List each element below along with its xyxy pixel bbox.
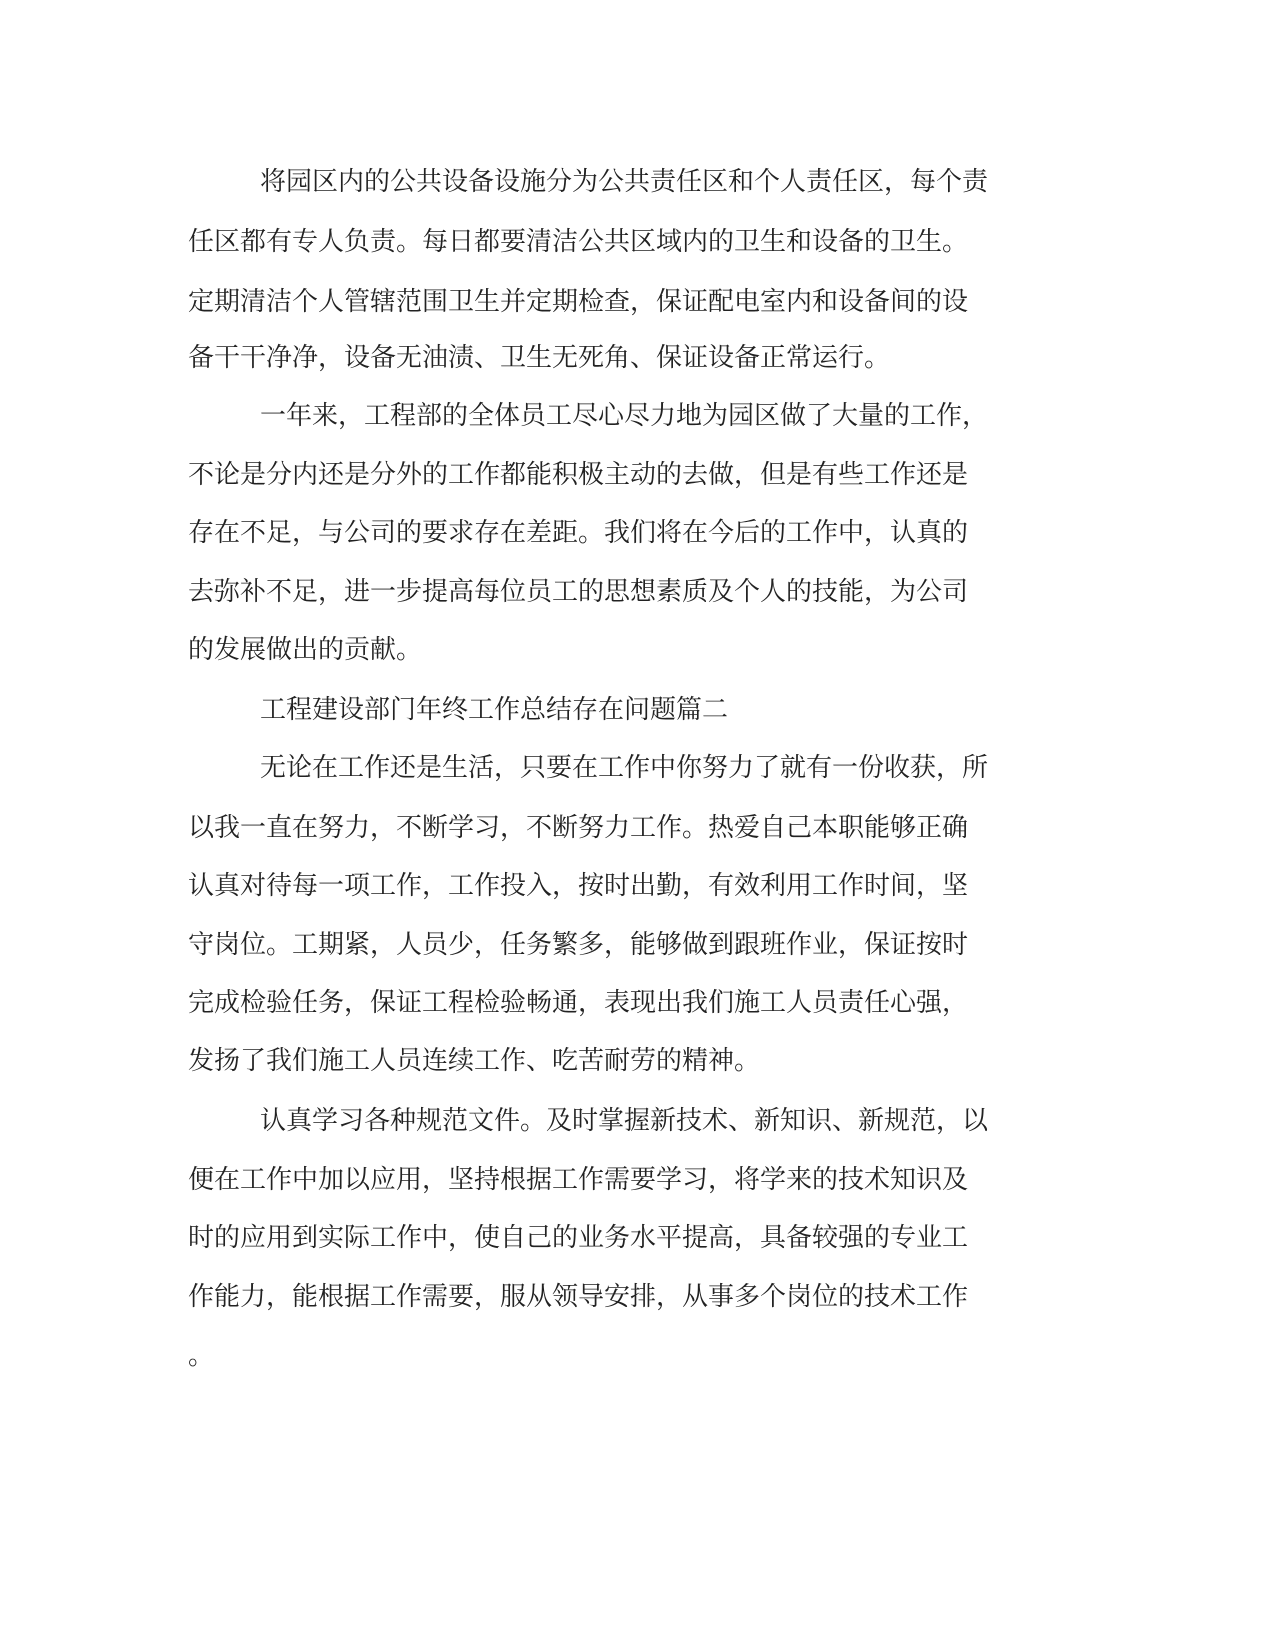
paragraph-4-line-3: 时的应用到实际工作中，使自己的业务水平提高，具备较强的专业工 — [188, 1223, 969, 1253]
paragraph-2-line-1: 一年来，工程部的全体员工尽心尽力地为园区做了大量的工作， — [260, 401, 989, 431]
paragraph-4-line-2: 便在工作中加以应用，坚持根据工作需要学习，将学来的技术知识及 — [188, 1165, 969, 1195]
paragraph-3-line-5: 完成检验任务，保证工程检验畅通，表现出我们施工人员责任心强， — [188, 988, 969, 1018]
paragraph-3-line-3: 认真对待每一项工作，工作投入，按时出勤，有效利用工作时间，坚 — [188, 871, 969, 901]
paragraph-2-line-3: 存在不足，与公司的要求存在差距。我们将在今后的工作中，认真的 — [188, 518, 969, 548]
paragraph-4-line-4: 作能力，能根据工作需要，服从领导安排，从事多个岗位的技术工作 — [188, 1282, 969, 1312]
paragraph-3-line-2: 以我一直在努力，不断学习，不断努力工作。热爱自己本职能够正确 — [188, 813, 969, 843]
paragraph-1-line-1: 将园区内的公共设备设施分为公共责任区和个人责任区，每个责 — [260, 167, 989, 197]
paragraph-3-line-6: 发扬了我们施工人员连续工作、吃苦耐劳的精神。 — [188, 1046, 761, 1076]
paragraph-1-line-2: 任区都有专人负责。每日都要清洁公共区域内的卫生和设备的卫生。 — [188, 227, 969, 257]
paragraph-1-line-4: 备干干净净，设备无油渍、卫生无死角、保证设备正常运行。 — [188, 343, 891, 373]
paragraph-3-line-4: 守岗位。工期紧，人员少，任务繁多，能够做到跟班作业，保证按时 — [188, 930, 969, 960]
paragraph-3-line-1: 无论在工作还是生活，只要在工作中你努力了就有一份收获，所 — [260, 753, 989, 783]
section-heading: 工程建设部门年终工作总结存在问题篇二 — [260, 695, 729, 725]
paragraph-4-line-1: 认真学习各种规范文件。及时掌握新技术、新知识、新规范，以 — [260, 1106, 989, 1136]
paragraph-2-line-2: 不论是分内还是分外的工作都能积极主动的去做，但是有些工作还是 — [188, 460, 969, 490]
paragraph-2-line-4: 去弥补不足，进一步提高每位员工的思想素质及个人的技能，为公司 — [188, 577, 969, 607]
paragraph-1-line-3: 定期清洁个人管辖范围卫生并定期检查，保证配电室内和设备间的设 — [188, 287, 969, 317]
paragraph-2-line-5: 的发展做出的贡献。 — [188, 635, 423, 665]
paragraph-4-line-5: 。 — [188, 1341, 215, 1371]
